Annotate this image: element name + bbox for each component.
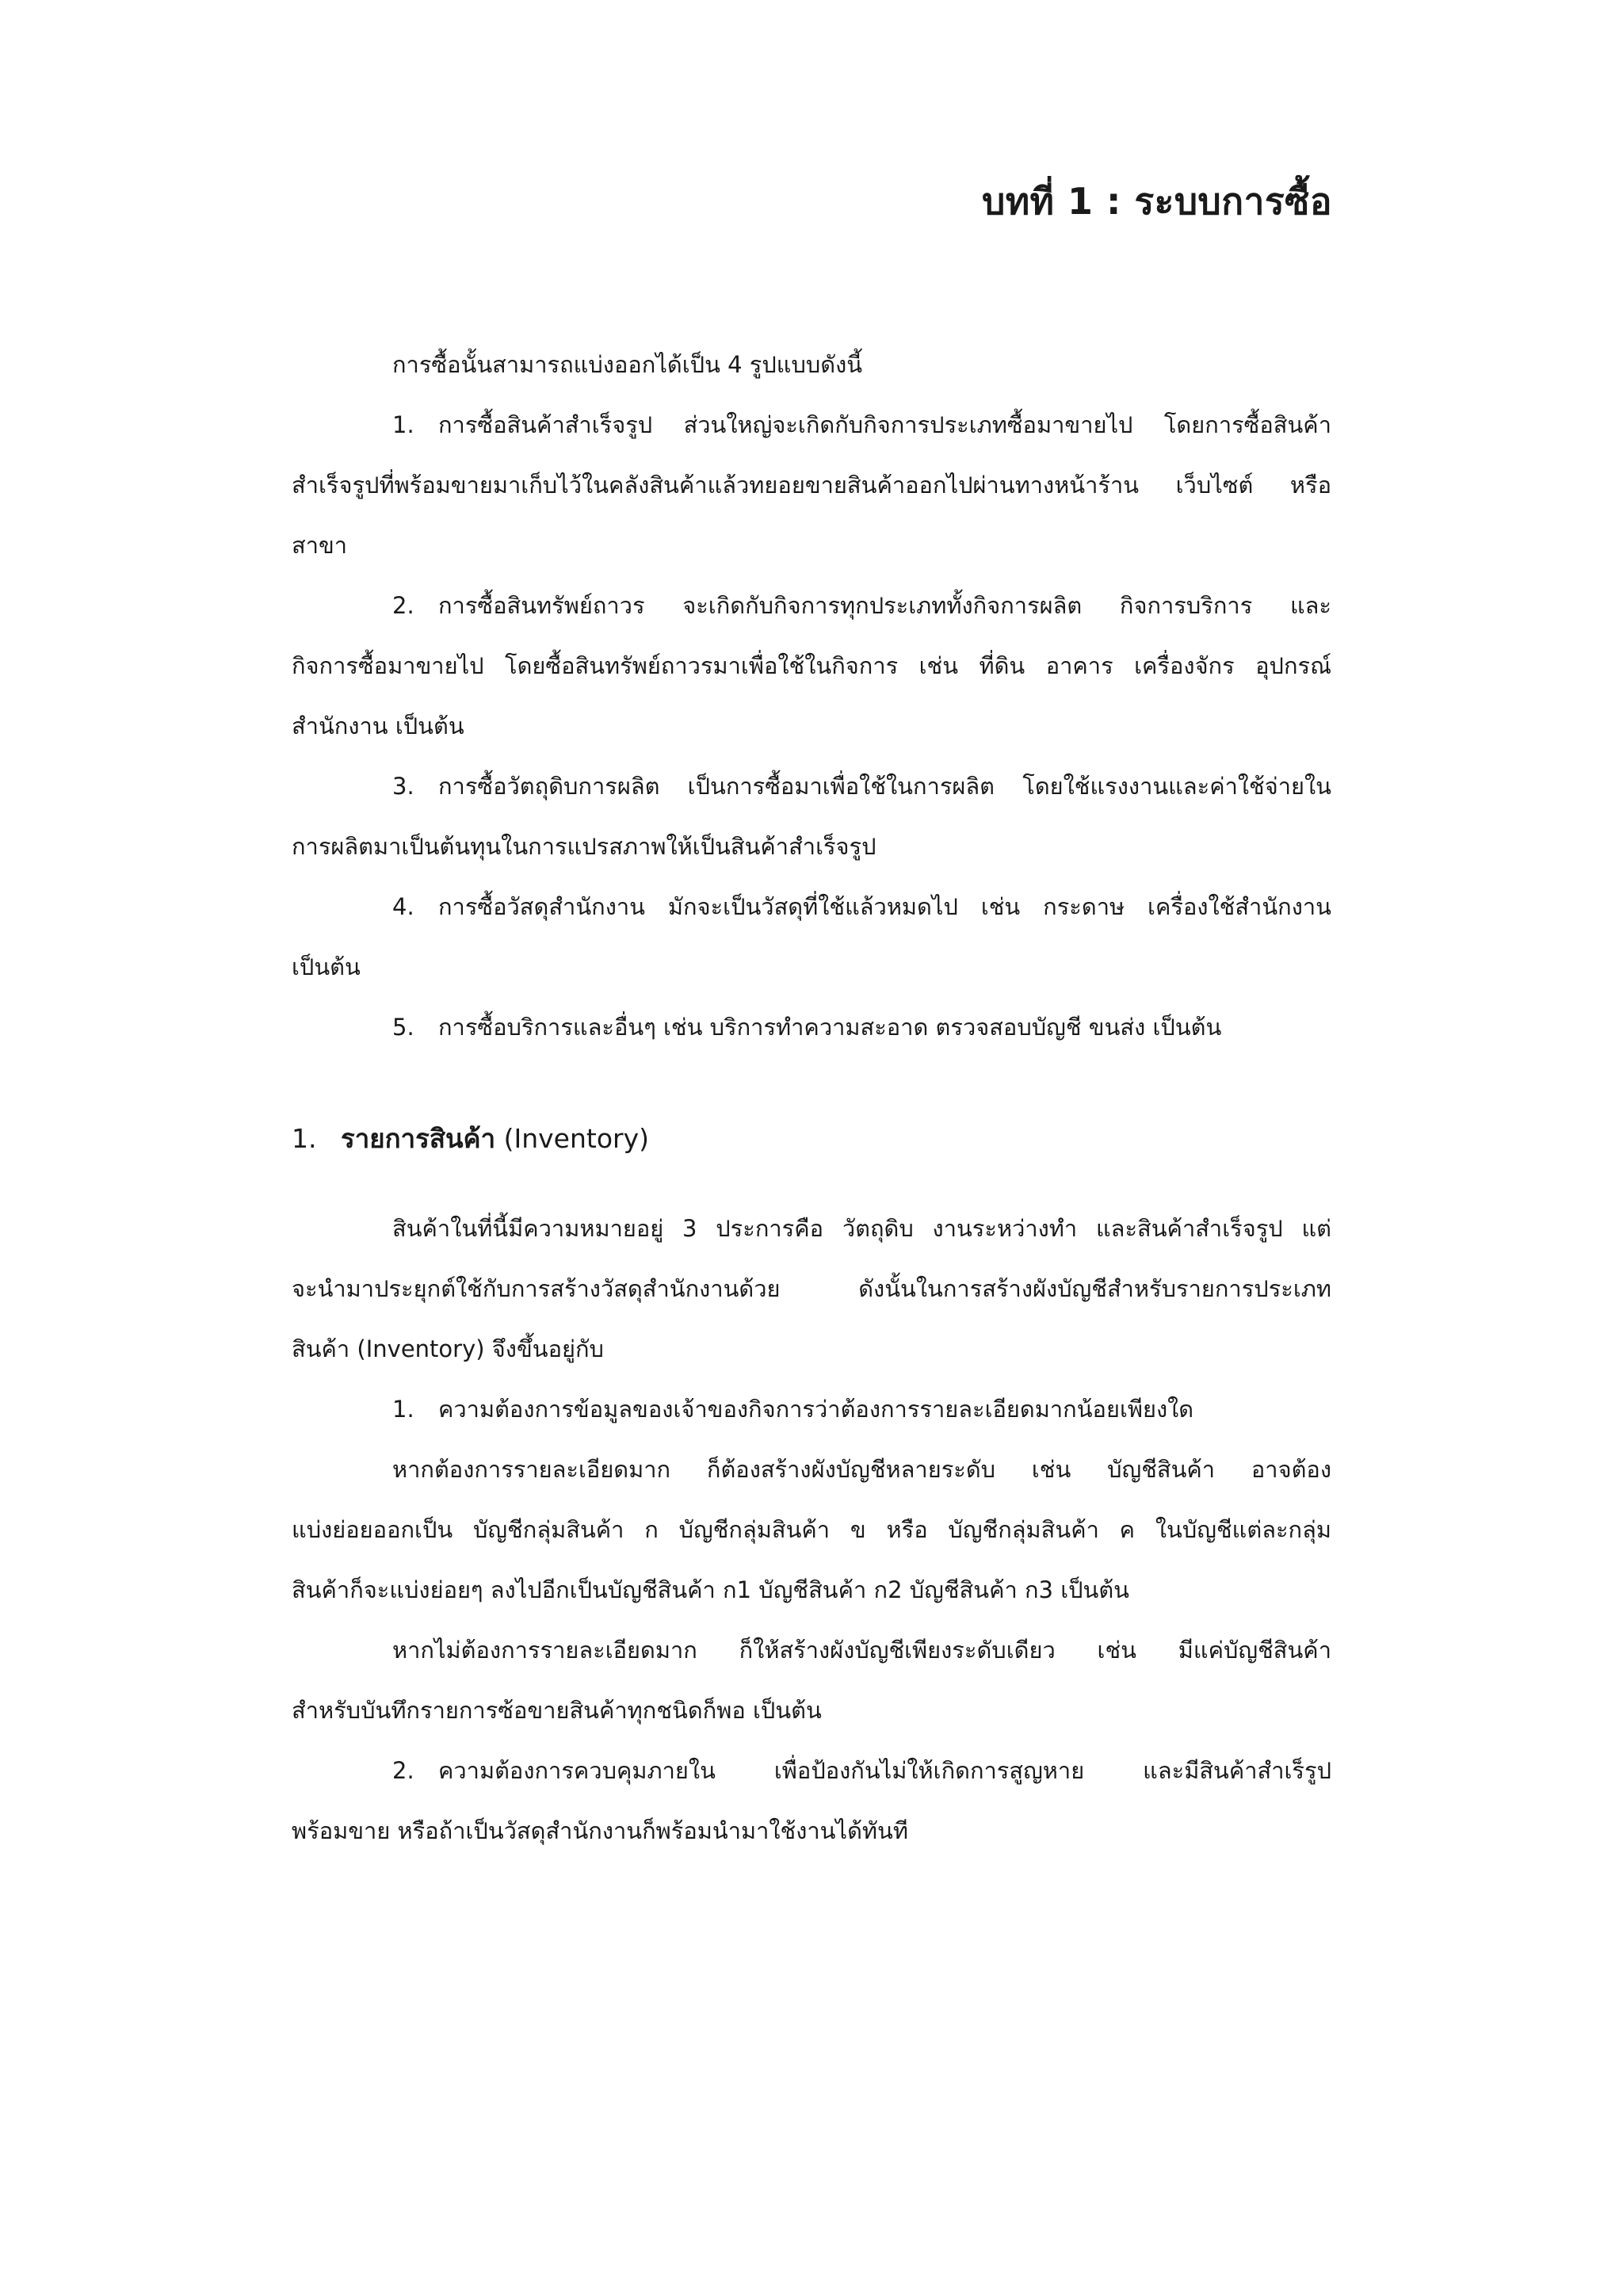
inv-para1-line-1: สินค้าในที่นี้มีความหมายอยู่ 3 ประการคือ วัตถุดิบ งานระหว่างทำ และสินค้าสำเร็จรูป แต่ [392, 1215, 1331, 1242]
section-title: รายการสินค้า [341, 1123, 496, 1154]
intro-item-1-line-1: 1. การซื้อสินค้าสำเร็จรูป ส่วนใหญ่จะเกิดกับกิจการประเภทซื้อมาขายไป โดยการซื้อสินค้า [292, 395, 1331, 455]
intro-item-2-line-3: สำนักงาน เป็นต้น [292, 712, 464, 739]
inventory-block [292, 1198, 1331, 1861]
inv-para1-line-2: จะนำมาประยุกต์ใช้กับการสร้างวัสดุสำนักงานด้วย ดังนั้นในการสร้างผังบัญชีสำหรับรายการประเภท [292, 1275, 1331, 1302]
intro-item-4-num: 4. [392, 893, 414, 920]
inv-point1-num: 1. [392, 1396, 414, 1423]
inv-para2-line-2: แบ่งย่อยออกเป็น บัญชีกลุ่มสินค้า ก บัญชีกลุ่มสินค้า ข หรือ บัญชีกลุ่มสินค้า ค ในบัญชีแต่ละกลุ่ม [292, 1516, 1331, 1543]
intro-item-3-line-2: การผลิตมาเป็นต้นทุนในการแปรสภาพให้เป็นสินค้าสำเร็จรูป [292, 833, 876, 860]
intro-item-5-line-1: 5. การซื้อบริการและอื่นๆ เช่น บริการทำความสะอาด ตรวจสอบบัญชี ขนส่ง เป็นต้น [292, 997, 1331, 1057]
inv-para2-line-3: สินค้าก็จะแบ่งย่อยๆ ลงไปอีกเป็นบัญชีสินค้า ก1 บัญชีสินค้า ก2 บัญชีสินค้า ก3 เป็นต้น [292, 1576, 1129, 1603]
intro-item-2-num: 2. [392, 592, 414, 619]
intro-item-3-num: 3. [392, 773, 414, 800]
intro-item-2-line-1: 2. การซื้อสินทรัพย์ถาวร จะเกิดกับกิจการทุกประเภททั้งกิจการผลิต กิจการบริการ และ [292, 575, 1331, 636]
intro-item-1-num: 1. [392, 411, 414, 438]
inv-point2-num: 2. [392, 1757, 414, 1784]
intro-item-4-line-2: เป็นต้น [292, 953, 361, 980]
section-title-suffix: (Inventory) [495, 1123, 649, 1154]
inv-point2-line-1: 2. ความต้องการควบคุมภายใน เพื่อป้องกันไม่ให้เกิดการสูญหาย และมีสินค้าสำเร็รูป [292, 1740, 1331, 1801]
intro-item-2-line-2: กิจการซื้อมาขายไป โดยซื้อสินทรัพย์ถาวรมาเพื่อใช้ในกิจการ เช่น ที่ดิน อาคาร เครื่องจักร อุปกรณ์ [292, 652, 1331, 679]
intro-block [292, 334, 1331, 1057]
inv-para3-line-2: สำหรับบันทึกรายการซ้อขายสินค้าทุกชนิดก็พอ เป็นต้น [292, 1697, 822, 1724]
inv-point1: 1. ความต้องการข้อมูลของเจ้าของกิจการว่าต้องการรายละเอียดมากน้อยเพียงใด [292, 1379, 1331, 1439]
intro-item-3-line-1: 3. การซื้อวัตถุดิบการผลิต เป็นการซื้อมาเพื่อใช้ในการผลิต โดยใช้แรงงานและค่าใช้จ่ายใน [292, 756, 1331, 816]
chapter-title: บทที่ 1 : ระบบการซื้อ [982, 180, 1332, 223]
section-number: 1. [292, 1123, 317, 1154]
inv-para3-line-1: หากไม่ต้องการรายละเอียดมาก ก็ให้สร้างผังบัญชีเพียงระดับเดียว เช่น มีแค่บัญชีสินค้า [392, 1637, 1331, 1664]
intro-item-4-line-1: 4. การซื้อวัสดุสำนักงาน มักจะเป็นวัสดุที่ใช้แล้วหมดไป เช่น กระดาษ เครื่องใช้สำนักงาน [292, 877, 1331, 937]
inv-point2-line-2: พร้อมขาย หรือถ้าเป็นวัสดุสำนักงานก็พร้อมนำมาใช้งานได้ทันที [292, 1817, 908, 1844]
section-heading-inventory [292, 1117, 649, 1159]
inv-para2-line-1: หากต้องการรายละเอียดมาก ก็ต้องสร้างผังบัญชีหลายระดับ เช่น บัญชีสินค้า อาจต้อง [392, 1456, 1331, 1483]
inv-para1-line-3: สินค้า (Inventory) จึงขึ้นอยู่กับ [292, 1335, 604, 1362]
intro-item-5-num: 5. [392, 1014, 414, 1041]
intro-lead: การซื้อนั้นสามารถแบ่งออกได้เป็น 4 รูปแบบดังนี้ [392, 351, 863, 378]
intro-item-1-line-3: สาขา [292, 532, 348, 559]
intro-item-1-line-2: สำเร็จรูปที่พร้อมขายมาเก็บไว้ในคลังสินค้าแล้วทยอยขายสินค้าออกไปผ่านทางหน้าร้าน เว็บไซต์ หรือ [292, 472, 1331, 499]
